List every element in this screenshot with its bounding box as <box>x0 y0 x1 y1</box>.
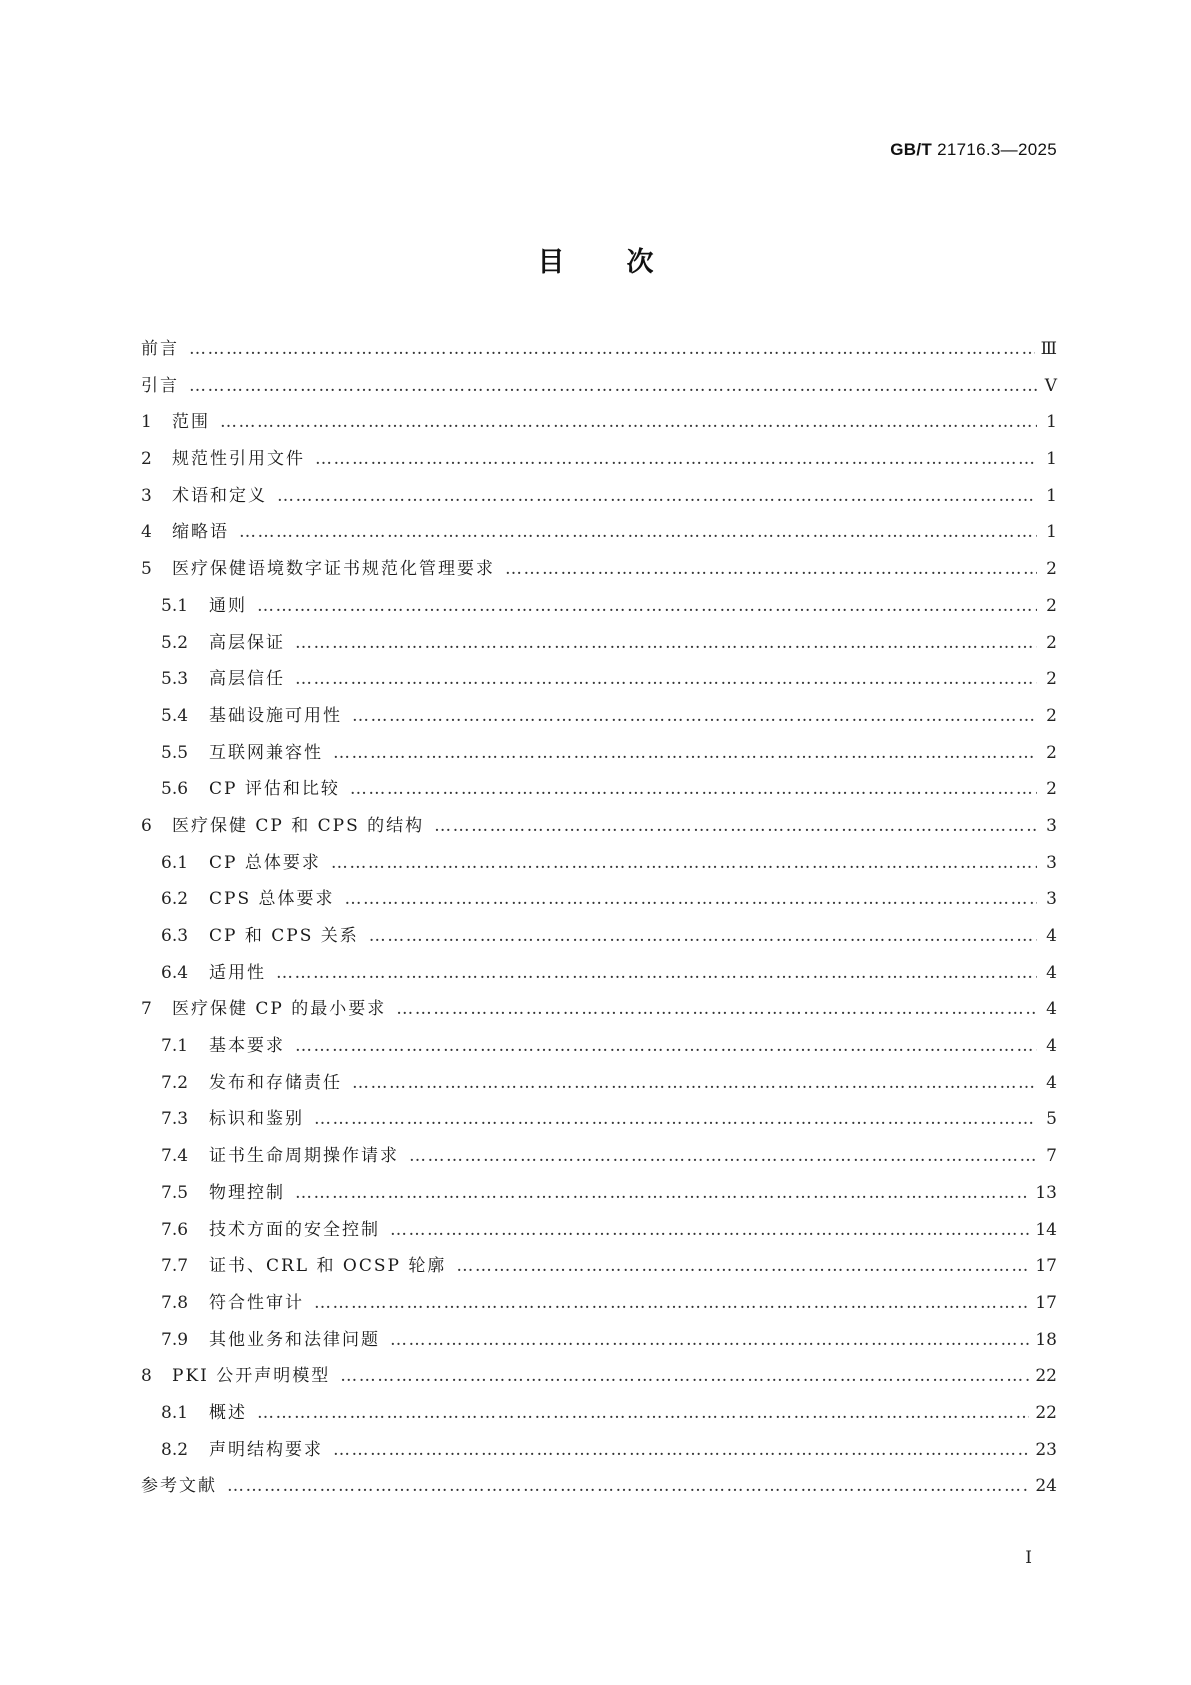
toc-entry-title: PKI 公开声明模型 <box>172 1366 331 1387</box>
toc-entry-page: 1 <box>1046 522 1057 543</box>
toc-entry-title: 规范性引用文件 <box>172 449 305 470</box>
page-number: Ⅰ <box>1025 1548 1032 1568</box>
toc-entry-number: 7.1 <box>161 1036 189 1057</box>
toc-entry-page: 2 <box>1046 559 1057 580</box>
dot-leader <box>257 595 1037 617</box>
toc-entry-number: 8.1 <box>161 1402 189 1423</box>
toc-entry-page: 2 <box>1046 595 1057 616</box>
toc-entry[interactable] <box>141 815 1057 852</box>
toc-entry[interactable] <box>141 888 1057 925</box>
toc-entry-number: 5.1 <box>161 595 189 616</box>
toc-entry-page: 13 <box>1035 1182 1057 1203</box>
toc-entry[interactable] <box>141 852 1057 889</box>
toc-entry-title: 医疗保健 CP 的最小要求 <box>172 999 387 1020</box>
toc-entry-title: 术语和定义 <box>172 485 267 506</box>
table-of-contents <box>141 338 1057 1512</box>
toc-entry-number: 6.1 <box>161 852 189 873</box>
toc-entry[interactable] <box>141 778 1057 815</box>
dot-leader <box>333 742 1037 764</box>
toc-entry-number: 7 <box>141 999 152 1020</box>
toc-entry-number: 6.2 <box>161 889 189 910</box>
toc-entry-number: 2 <box>141 449 152 470</box>
toc-entry-page: 18 <box>1035 1329 1057 1350</box>
toc-entry-page: 2 <box>1046 742 1057 763</box>
toc-entry-page: 2 <box>1046 632 1057 653</box>
toc-entry[interactable] <box>141 925 1057 962</box>
toc-entry-title: 证书生命周期操作请求 <box>209 1146 399 1167</box>
dot-leader <box>352 1072 1037 1094</box>
toc-entry-title: 互联网兼容性 <box>209 742 323 763</box>
toc-entry-number: 7.2 <box>161 1072 189 1093</box>
standard-code: 21716.3—2025 <box>932 140 1057 159</box>
toc-entry[interactable] <box>141 998 1057 1035</box>
toc-entry[interactable] <box>141 521 1057 558</box>
toc-entry-page: 1 <box>1046 449 1057 470</box>
dot-leader <box>369 925 1037 947</box>
toc-entry[interactable] <box>141 1072 1057 1109</box>
toc-entry-title: 引言 <box>141 375 179 396</box>
dot-leader <box>434 815 1037 837</box>
toc-entry-number: 1 <box>141 412 152 433</box>
toc-entry-title: 声明结构要求 <box>209 1439 323 1460</box>
dot-leader <box>314 1292 1029 1314</box>
toc-entry-page: 22 <box>1035 1366 1057 1387</box>
toc-entry-number: 7.3 <box>161 1109 189 1130</box>
toc-entry-title: CPS 总体要求 <box>209 889 335 910</box>
toc-entry[interactable] <box>141 1035 1057 1072</box>
toc-entry[interactable] <box>141 1402 1057 1439</box>
dot-leader <box>295 1035 1037 1057</box>
toc-entry[interactable] <box>141 1219 1057 1256</box>
toc-entry-page: 4 <box>1046 962 1057 983</box>
toc-entry-title: 其他业务和法律问题 <box>209 1329 380 1350</box>
toc-entry-title: 范围 <box>172 412 210 433</box>
toc-entry-title: 通则 <box>209 595 247 616</box>
dot-leader <box>315 448 1037 470</box>
toc-entry[interactable] <box>141 1182 1057 1219</box>
toc-entry-title: CP 和 CPS 关系 <box>209 926 359 946</box>
toc-entry-page: 14 <box>1035 1219 1057 1240</box>
toc-entry-page: 17 <box>1035 1292 1057 1313</box>
toc-entry-title: CP 总体要求 <box>209 852 321 873</box>
dot-leader <box>340 1365 1029 1387</box>
toc-entry-number: 5.5 <box>161 742 189 763</box>
toc-entry-title: 缩略语 <box>172 522 229 543</box>
toc-entry-number: 7.8 <box>161 1292 189 1313</box>
dot-leader <box>189 375 1037 397</box>
toc-entry-title: 物理控制 <box>209 1182 285 1203</box>
toc-entry-number: 6 <box>141 815 152 836</box>
dot-leader <box>277 485 1037 507</box>
toc-entry-number: 8.2 <box>161 1439 189 1460</box>
toc-entry-number: 3 <box>141 485 152 506</box>
toc-entry-title: 医疗保健语境数字证书规范化管理要求 <box>172 559 495 580</box>
toc-entry-number: 5.6 <box>161 779 189 800</box>
toc-entry[interactable] <box>141 1329 1057 1366</box>
toc-entry-page: 23 <box>1035 1439 1057 1460</box>
standard-prefix: GB/T <box>890 140 933 159</box>
toc-entry-page: 2 <box>1046 669 1057 690</box>
toc-entry-title: 基础设施可用性 <box>209 705 342 726</box>
toc-entry-title: 医疗保健 CP 和 CPS 的结构 <box>172 815 425 836</box>
toc-entry[interactable] <box>141 558 1057 595</box>
toc-entry-title: 符合性审计 <box>209 1292 304 1313</box>
dot-leader <box>456 1255 1029 1277</box>
toc-entry-page: 2 <box>1046 705 1057 726</box>
toc-entry-title: 高层保证 <box>209 632 285 653</box>
page-title: 目次 <box>537 247 716 278</box>
dot-leader <box>295 1182 1029 1204</box>
toc-entry-page: 5 <box>1046 1109 1057 1130</box>
toc-entry-title: 前言 <box>141 339 179 359</box>
toc-entry-page: 1 <box>1046 485 1057 506</box>
toc-entry-number: 5.4 <box>161 705 189 726</box>
toc-entry-page: 7 <box>1046 1146 1057 1167</box>
dot-leader <box>189 338 1035 360</box>
toc-entry-page: 2 <box>1046 779 1057 800</box>
toc-entry-title: 证书、CRL 和 OCSP 轮廓 <box>209 1256 447 1277</box>
toc-entry-page: 3 <box>1046 889 1057 910</box>
dot-leader <box>331 852 1037 874</box>
toc-entry-title: 标识和鉴别 <box>209 1109 304 1130</box>
toc-entry-title: 概述 <box>209 1402 247 1423</box>
dot-leader <box>295 668 1037 690</box>
toc-entry[interactable] <box>141 448 1057 485</box>
toc-entry-page: 4 <box>1046 926 1057 946</box>
toc-entry-page: Ⅲ <box>1040 339 1057 359</box>
toc-entry-page: 3 <box>1046 815 1057 836</box>
toc-entry-page: 3 <box>1046 852 1057 873</box>
dot-leader <box>396 998 1037 1020</box>
toc-entry[interactable] <box>141 1475 1057 1512</box>
dot-leader <box>390 1219 1029 1241</box>
toc-entry[interactable] <box>141 595 1057 632</box>
toc-entry-number: 6.4 <box>161 962 189 983</box>
toc-entry[interactable] <box>141 705 1057 742</box>
toc-entry-number: 7.6 <box>161 1219 189 1240</box>
dot-leader <box>409 1145 1037 1167</box>
toc-entry[interactable] <box>141 632 1057 669</box>
toc-entry-title: 适用性 <box>209 962 266 983</box>
toc-entry-title: 高层信任 <box>209 669 285 690</box>
toc-entry[interactable] <box>141 1108 1057 1145</box>
toc-entry[interactable] <box>141 1365 1057 1402</box>
dot-leader <box>390 1329 1029 1351</box>
toc-entry-page: 22 <box>1035 1402 1057 1423</box>
dot-leader <box>276 962 1037 984</box>
toc-entry[interactable] <box>141 742 1057 779</box>
toc-entry-number: 5.2 <box>161 632 189 653</box>
toc-entry-number: 6.3 <box>161 926 189 946</box>
dot-leader <box>220 411 1037 433</box>
toc-entry-number: 7.7 <box>161 1256 189 1277</box>
dot-leader <box>239 521 1037 543</box>
toc-entry[interactable] <box>141 962 1057 999</box>
toc-entry[interactable] <box>141 1145 1057 1182</box>
dot-leader <box>352 705 1037 727</box>
toc-entry-title: 基本要求 <box>209 1036 285 1057</box>
toc-entry-page: 4 <box>1046 999 1057 1020</box>
toc-entry-number: 4 <box>141 522 152 543</box>
toc-entry-number: 8 <box>141 1366 152 1387</box>
dot-leader <box>257 1402 1029 1424</box>
standard-number <box>890 140 1057 160</box>
toc-entry[interactable] <box>141 1292 1057 1329</box>
toc-entry[interactable] <box>141 338 1057 375</box>
toc-entry[interactable] <box>141 411 1057 448</box>
toc-entry-number: 5 <box>141 559 152 580</box>
dot-leader <box>333 1439 1029 1461</box>
toc-entry-page: 4 <box>1046 1072 1057 1093</box>
dot-leader <box>345 888 1038 910</box>
toc-entry-page: 4 <box>1046 1036 1057 1057</box>
toc-entry[interactable] <box>141 668 1057 705</box>
toc-entry-page: 24 <box>1035 1476 1057 1497</box>
toc-entry-title: 参考文献 <box>141 1476 217 1497</box>
toc-entry[interactable] <box>141 1439 1057 1476</box>
toc-entry-page: 17 <box>1035 1256 1057 1277</box>
dot-leader <box>227 1475 1029 1497</box>
dot-leader <box>350 778 1037 800</box>
toc-entry-title: 发布和存储责任 <box>209 1072 342 1093</box>
toc-entry-page: 1 <box>1046 412 1057 433</box>
toc-entry-page: Ⅴ <box>1044 375 1057 396</box>
toc-entry-title: CP 评估和比较 <box>209 779 340 800</box>
toc-entry[interactable] <box>141 375 1057 412</box>
toc-entry-number: 5.3 <box>161 669 189 690</box>
toc-entry[interactable] <box>141 1255 1057 1292</box>
toc-entry-number: 7.9 <box>161 1329 189 1350</box>
dot-leader <box>295 632 1037 654</box>
toc-entry-number: 7.5 <box>161 1182 189 1203</box>
dot-leader <box>314 1108 1037 1130</box>
toc-entry[interactable] <box>141 485 1057 522</box>
dot-leader <box>505 558 1037 580</box>
toc-entry-number: 7.4 <box>161 1146 189 1167</box>
toc-entry-title: 技术方面的安全控制 <box>209 1219 380 1240</box>
